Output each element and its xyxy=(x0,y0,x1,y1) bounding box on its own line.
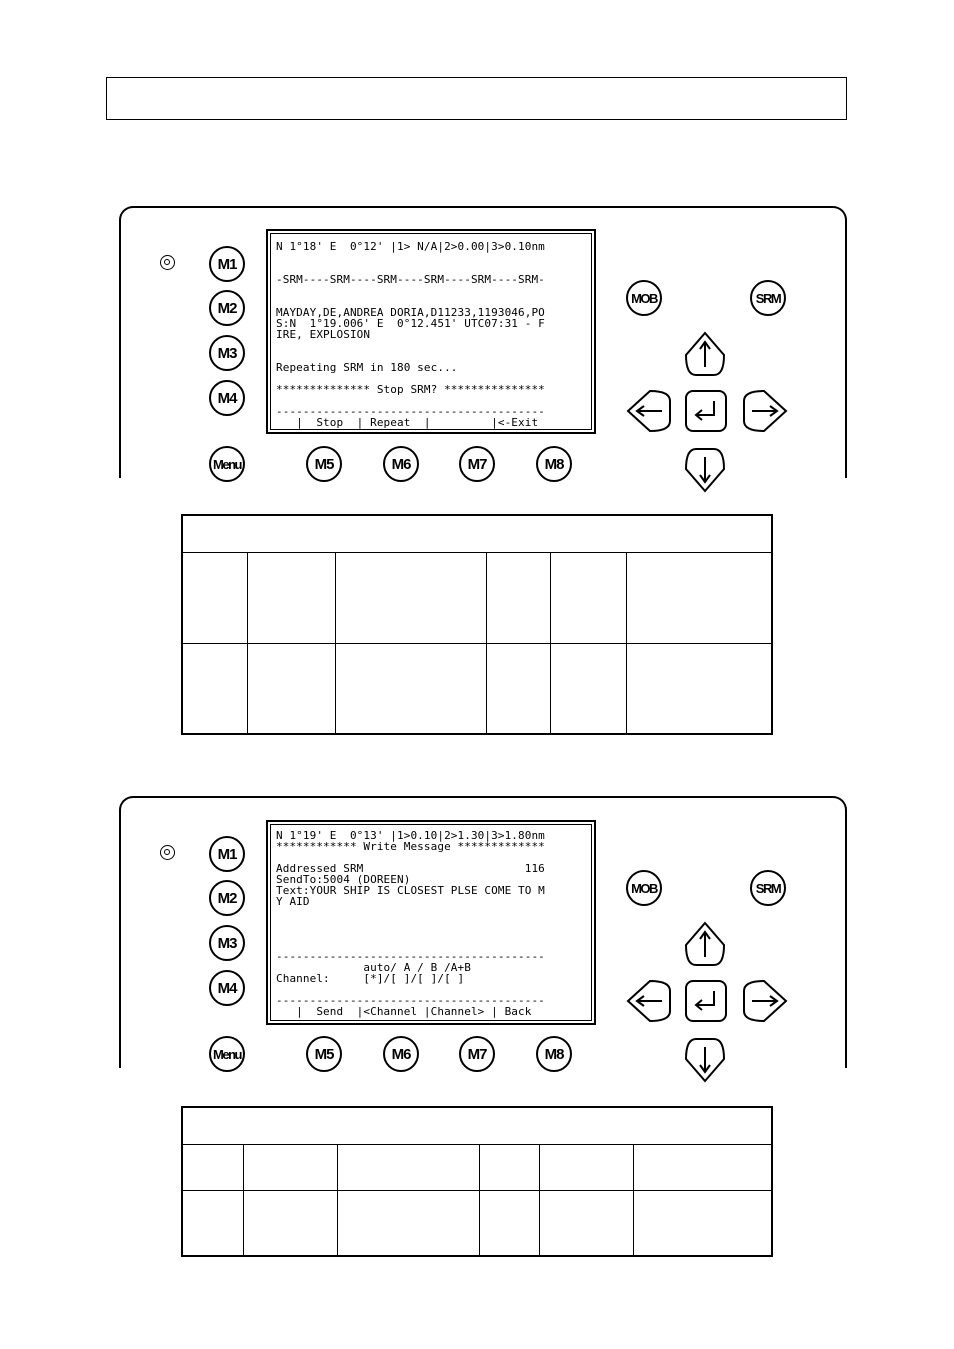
up-key[interactable] xyxy=(684,331,726,373)
arrow-down-icon xyxy=(684,1035,726,1083)
arrow-left-icon xyxy=(626,389,674,433)
left-key[interactable] xyxy=(626,979,668,1021)
header-box xyxy=(106,77,847,120)
m7-button[interactable]: M7 xyxy=(459,1036,495,1072)
lcd-line: MAYDAY,DE,ANDREA DORIA,D11233,1193046,PO xyxy=(276,306,545,319)
key-table-1 xyxy=(181,514,773,735)
table-header-row xyxy=(183,516,772,553)
m5-button[interactable]: M5 xyxy=(306,446,342,482)
m3-button[interactable]: M3 xyxy=(209,925,245,961)
enter-key[interactable] xyxy=(684,979,726,1021)
m1-button[interactable]: M1 xyxy=(209,836,245,872)
m3-button[interactable]: M3 xyxy=(209,335,245,371)
m1-button[interactable]: M1 xyxy=(209,246,245,282)
lcd-line: Text:YOUR SHIP IS CLOSEST PLSE COME TO M xyxy=(276,884,545,897)
arrow-left-icon xyxy=(626,979,674,1023)
lcd-line: | Stop | Repeat | |<-Exit xyxy=(276,416,539,429)
arrow-down-icon xyxy=(684,445,726,493)
lcd-line xyxy=(276,929,545,940)
lcd-line xyxy=(276,907,545,918)
table-row xyxy=(183,553,772,644)
lcd-line: Y AID xyxy=(276,895,310,908)
up-key[interactable] xyxy=(684,921,726,963)
lcd-text xyxy=(276,241,545,428)
m5-button[interactable]: M5 xyxy=(306,1036,342,1072)
m6-button[interactable]: M6 xyxy=(383,1036,419,1072)
lcd-line: Repeating SRM in 180 sec... xyxy=(276,361,458,374)
key-table-2 xyxy=(181,1106,773,1257)
m7-button[interactable]: M7 xyxy=(459,446,495,482)
lcd-line: S:N 1°19.006' E 0°12.451' UTC07:31 - F xyxy=(276,317,545,330)
lcd-line: SendTo:5004 (DOREEN) xyxy=(276,873,411,886)
m4-button[interactable]: M4 xyxy=(209,380,245,416)
m2-button[interactable]: M2 xyxy=(209,880,245,916)
m4-button[interactable]: M4 xyxy=(209,970,245,1006)
lcd-line: auto/ A / B /A+B xyxy=(276,961,471,974)
left-key[interactable] xyxy=(626,389,668,431)
enter-key[interactable] xyxy=(684,389,726,431)
power-led-icon xyxy=(160,255,175,270)
arrow-up-icon xyxy=(684,921,726,969)
lcd-line: Channel: [*]/[ ]/[ ]/[ ] xyxy=(276,972,465,985)
mob-button[interactable]: MOB xyxy=(626,280,662,316)
table-row xyxy=(183,1191,772,1256)
lcd-screen-2 xyxy=(266,820,596,1025)
lcd-line: Addressed SRM 116 xyxy=(276,862,545,875)
right-key[interactable] xyxy=(740,979,782,1021)
arrow-up-icon xyxy=(684,331,726,379)
srm-button[interactable]: SRM xyxy=(750,280,786,316)
m6-button[interactable]: M6 xyxy=(383,446,419,482)
lcd-line: IRE, EXPLOSION xyxy=(276,328,371,341)
right-key[interactable] xyxy=(740,389,782,431)
lcd-line: ---------------------------------------- xyxy=(276,994,545,1007)
power-led-icon xyxy=(160,845,175,860)
down-key[interactable] xyxy=(684,1035,726,1077)
lcd-line: | Send |<Channel |Channel> | Back xyxy=(276,1005,532,1018)
lcd-line xyxy=(276,285,545,296)
lcd-text xyxy=(276,830,545,1017)
m8-button[interactable]: M8 xyxy=(536,1036,572,1072)
srm-button[interactable]: SRM xyxy=(750,870,786,906)
enter-icon xyxy=(684,979,728,1023)
m8-button[interactable]: M8 xyxy=(536,446,572,482)
lcd-line xyxy=(276,340,545,351)
menu-button[interactable]: Menu xyxy=(209,446,245,482)
lcd-line: N 1°18' E 0°12' |1> N/A|2>0.00|3>0.10nm xyxy=(276,240,545,253)
m2-button[interactable]: M2 xyxy=(209,290,245,326)
menu-button[interactable]: Menu xyxy=(209,1036,245,1072)
lcd-line: ************ Write Message ************* xyxy=(276,840,545,853)
lcd-line: ************** Stop SRM? *************** xyxy=(276,383,545,396)
arrow-right-icon xyxy=(740,389,788,433)
lcd-line xyxy=(276,918,545,929)
lcd-line: ---------------------------------------- xyxy=(276,950,545,963)
lcd-line: N 1°19' E 0°13' |1>0.10|2>1.30|3>1.80nm xyxy=(276,829,545,842)
table-row xyxy=(183,1145,772,1191)
lcd-line: ---------------------------------------- xyxy=(276,405,545,418)
lcd-line xyxy=(276,252,545,263)
down-key[interactable] xyxy=(684,445,726,487)
table-row xyxy=(183,644,772,734)
lcd-screen-1 xyxy=(266,229,596,434)
arrow-right-icon xyxy=(740,979,788,1023)
enter-icon xyxy=(684,389,728,433)
table-header-row xyxy=(183,1108,772,1145)
mob-button[interactable]: MOB xyxy=(626,870,662,906)
lcd-line: -SRM----SRM----SRM----SRM----SRM----SRM- xyxy=(276,273,545,286)
